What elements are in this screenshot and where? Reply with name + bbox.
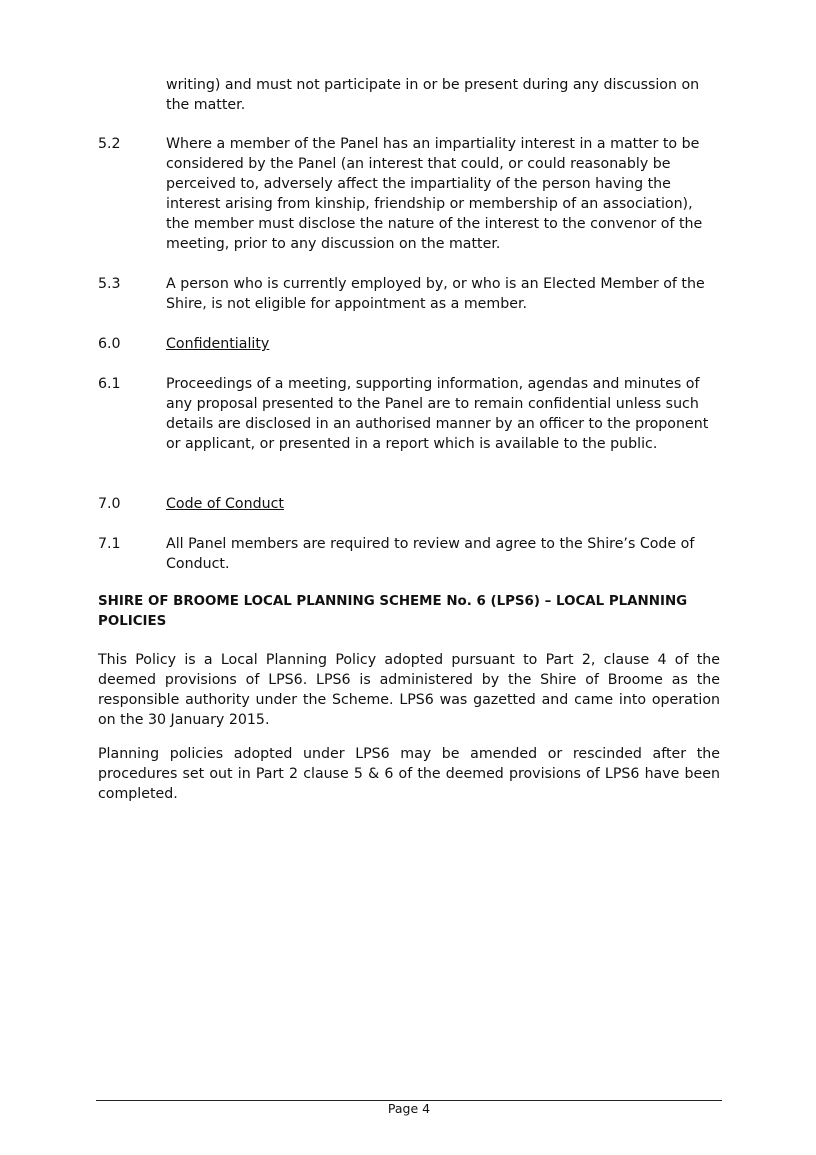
clause-number: 6.1 <box>98 376 121 392</box>
section-number: 6.0 <box>98 336 121 352</box>
clause-number: 7.1 <box>98 536 121 552</box>
section-title: Confidentiality <box>166 336 270 352</box>
policy-heading: SHIRE OF BROOME LOCAL PLANNING SCHEME No. 6 (LPS6) – LOCAL PLANNING POLICIES <box>98 594 688 629</box>
clause-text: writing) and must not participate in or be present during any discussion on the matter. <box>166 77 700 113</box>
clause-text: Where a member of the Panel has an impartiality interest in a matter to be considered by the Panel (an interest that could, or could reasonably be perceived to, adversely affect the impartiality of the person having the interest arising from kinship, friendship or membership of an association), the member must disclose the nature of the interest to the convenor of the meeting, prior to any discussion on the matter. <box>166 136 703 252</box>
policy-paragraph-2: Planning policies adopted under LPS6 may be amended or rescinded after the procedures set out in Part 2 clause 5 & 6 of the deemed provisions of LPS6 have been completed. <box>98 746 720 802</box>
policy-paragraph-1: This Policy is a Local Planning Policy adopted pursuant to Part 2, clause 4 of the deemed provisions of LPS6. LPS6 is administered by the Shire of Broome as the responsible authority under the Scheme. LPS6 was gazetted and came into operation on the 30 January 2015. <box>98 652 720 728</box>
clause-text: All Panel members are required to review and agree to the Shire’s Code of Conduct. <box>166 536 695 572</box>
clause-number: 5.3 <box>98 276 121 292</box>
section-number: 7.0 <box>98 496 121 512</box>
clause-number: 5.2 <box>98 136 121 152</box>
clause-text: Proceedings of a meeting, supporting information, agendas and minutes of any proposal presented to the Panel are to remain confidential unless such details are disclosed in an authorised manner by an officer to the proponent or applicant, or presented in a report which is available to the public. <box>166 376 709 452</box>
page-number: Page 4 <box>387 1101 431 1116</box>
section-title: Code of Conduct <box>166 496 284 512</box>
clause-text: A person who is currently employed by, or who is an Elected Member of the Shire, is not eligible for appointment as a member. <box>166 276 705 312</box>
